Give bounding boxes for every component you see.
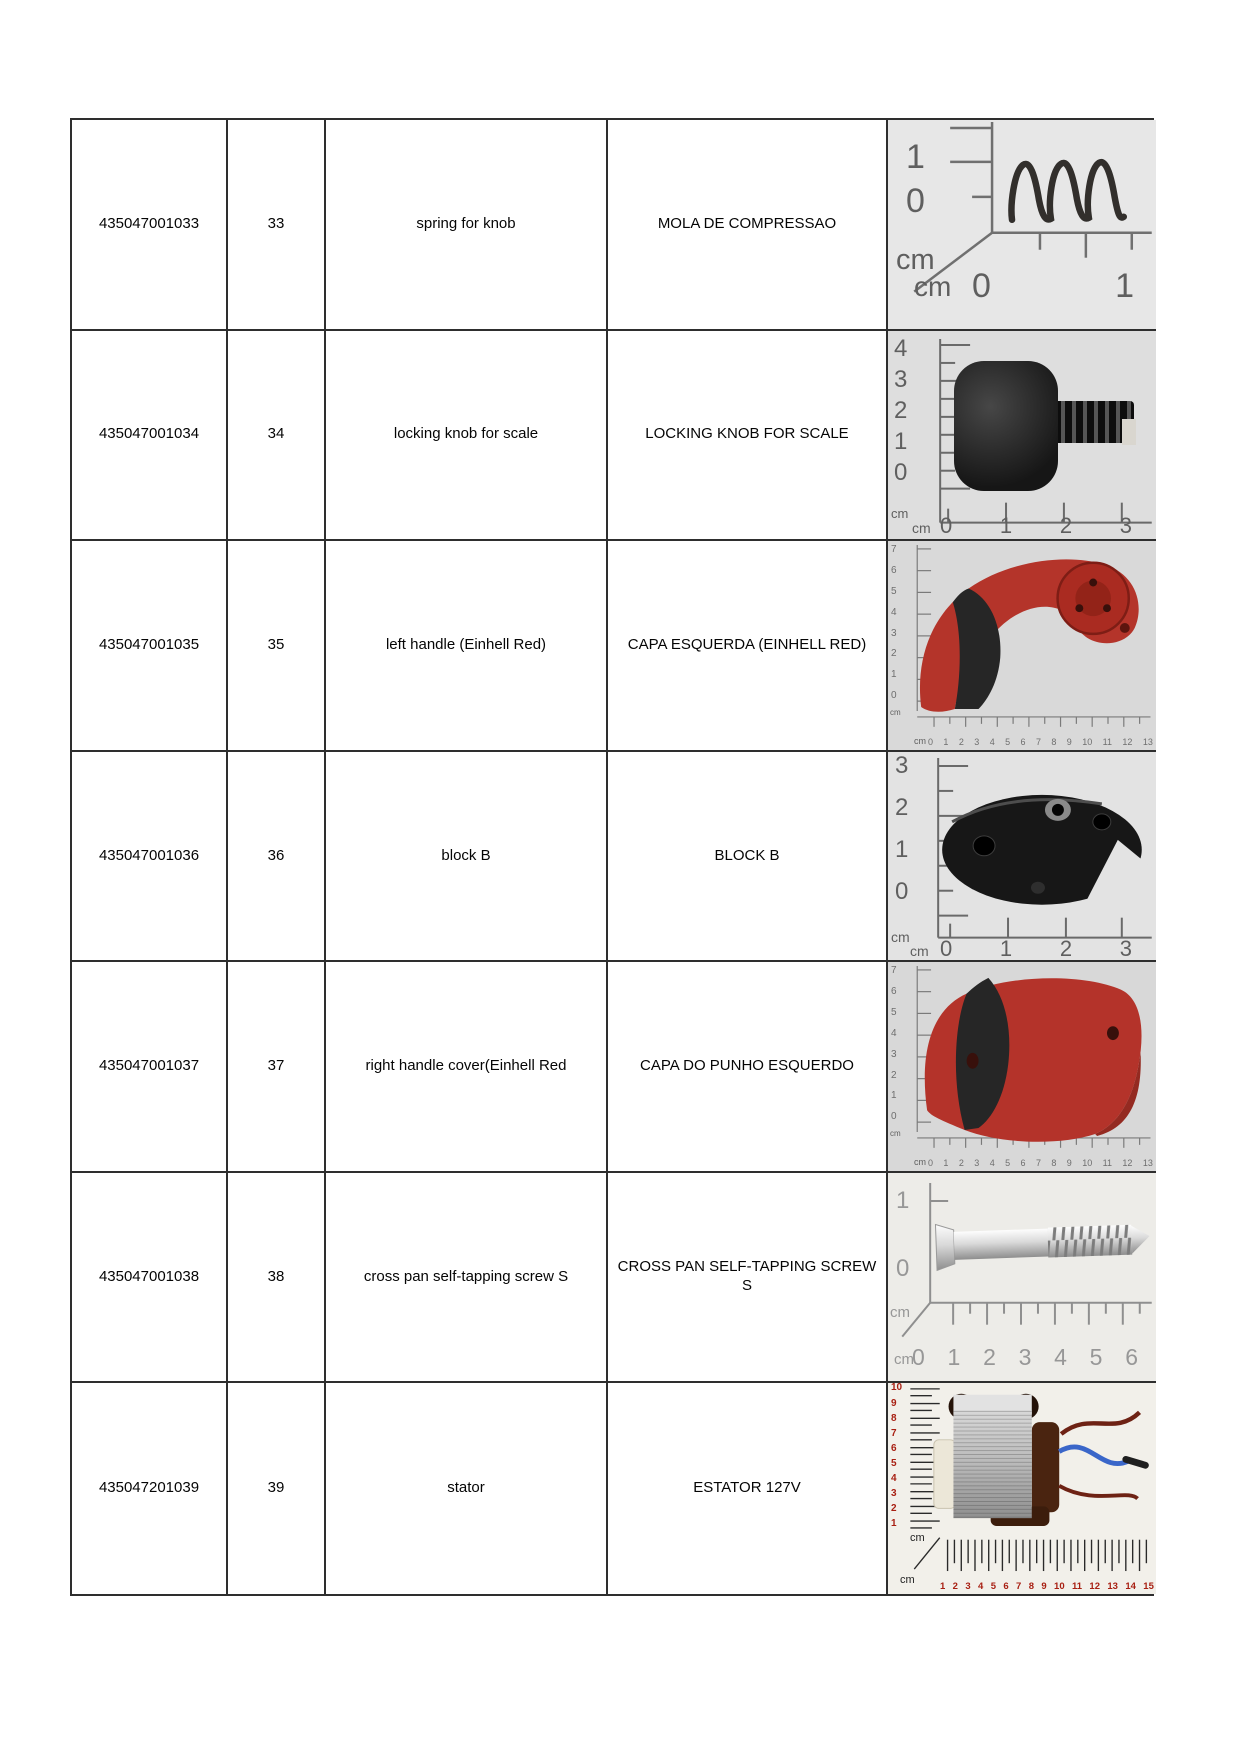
ruler-label: 6 (891, 986, 897, 998)
vertical-ruler-labels (894, 334, 908, 486)
screw-body (935, 1217, 1150, 1270)
ruler-label: 11 (1102, 736, 1112, 747)
ruler-unit-label: cm (914, 270, 952, 302)
description-en-cell: left handle (Einhell Red) (326, 541, 608, 752)
ruler-label: 1 (906, 138, 925, 176)
description-en-cell: right handle cover(Einhell Red (326, 962, 608, 1173)
cover-hole (967, 1053, 979, 1069)
item-number-cell: 34 (228, 331, 326, 542)
description-pt-cell: BLOCK B (608, 752, 888, 963)
part-number-cell: 435047001033 (72, 120, 228, 331)
ruler-label: 0 (895, 877, 909, 905)
stator-blue-wire (1059, 1447, 1128, 1464)
stator-brown-wire (1059, 1486, 1137, 1499)
description-pt-cell: CROSS PAN SELF-TAPPING SCREW S (608, 1173, 888, 1384)
ruler-label: 2 (891, 1069, 897, 1081)
photo-cell (888, 331, 1156, 542)
ruler-label: 4 (989, 1157, 995, 1168)
ruler-label: 3 (891, 1488, 897, 1500)
ruler-label: 3 (974, 736, 980, 747)
stator-laminations (953, 1411, 1031, 1519)
ruler-label: 6 (1020, 736, 1026, 747)
ruler-label: 1 (896, 1186, 910, 1214)
ruler-label: 2 (891, 648, 897, 660)
ruler-label: 2 (894, 396, 908, 424)
left-handle-photo (888, 541, 1156, 750)
item-number-cell: 37 (228, 962, 326, 1173)
ruler-label: 3 (974, 1157, 980, 1168)
ruler-label: 11 (1102, 1157, 1112, 1168)
part-number-cell: 435047201039 (72, 1383, 228, 1594)
ruler-label: 0 (906, 182, 925, 220)
screw-hole (1120, 623, 1130, 633)
ruler-label: 10 (1054, 1581, 1065, 1593)
stator-photo (888, 1383, 1156, 1594)
ruler-label: 0 (940, 936, 953, 962)
ruler-label: 0 (912, 1344, 925, 1371)
ruler-label: 2 (952, 1581, 958, 1593)
ruler-label: 9 (891, 1397, 897, 1409)
ruler-label: 5 (891, 1457, 897, 1469)
ruler-label: 4 (891, 606, 897, 618)
ruler-label: 7 (891, 1427, 897, 1439)
ruler-unit-label: cm (896, 244, 935, 276)
ruler-label: 2 (891, 1503, 897, 1515)
knob-thread-tip (1122, 419, 1136, 445)
part-number-cell: 435047001034 (72, 331, 228, 542)
ruler-label: 0 (928, 736, 934, 747)
ruler-label: 8 (1051, 1157, 1057, 1168)
stator-winding-right (1032, 1423, 1059, 1513)
boss-hole (1075, 604, 1083, 612)
description-pt-cell: CAPA ESQUERDA (EINHELL RED) (608, 541, 888, 752)
ruler-label: 7 (1016, 1581, 1022, 1593)
description-en-cell: spring for knob (326, 120, 608, 331)
ruler-label: 7 (1035, 1157, 1041, 1168)
ruler-label: 5 (1005, 1157, 1011, 1168)
boss-hole (1089, 579, 1097, 587)
ruler-label: 0 (896, 1254, 910, 1282)
ruler-label: 4 (978, 1581, 984, 1593)
parts-table (70, 118, 1154, 1596)
ruler-unit-label: cm (890, 1129, 901, 1139)
part-number-cell: 435047001037 (72, 962, 228, 1173)
vertical-ruler-labels (891, 545, 897, 701)
description-pt-cell: MOLA DE COMPRESSAO (608, 120, 888, 331)
photo-cell (888, 120, 1156, 331)
ruler-label: 5 (1005, 736, 1011, 747)
block-hole (973, 836, 995, 856)
ruler-label: 10 (1082, 1157, 1093, 1168)
horizontal-ruler-labels (940, 1582, 1154, 1592)
vertical-ruler-labels (891, 1383, 902, 1529)
ruler-label: 5 (891, 585, 897, 597)
ruler-label: 11 (1072, 1581, 1083, 1593)
ruler-label: 1 (894, 427, 908, 455)
ruler-label: 4 (894, 334, 908, 362)
ruler-label: 2 (958, 736, 964, 747)
locking-knob-photo (954, 361, 1058, 491)
ruler-label: 8 (1051, 736, 1057, 747)
block-hole (1031, 881, 1045, 893)
vertical-ruler-labels (906, 140, 925, 218)
spring-coil (1012, 162, 1124, 220)
photo-cell (888, 962, 1156, 1173)
ruler-label: 2 (983, 1344, 996, 1371)
description-en-cell: block B (326, 752, 608, 963)
cover-hole (1107, 1027, 1119, 1041)
ruler-label: 14 (1125, 1581, 1136, 1593)
ruler-label: 6 (1020, 1157, 1026, 1168)
item-number-cell: 36 (228, 752, 326, 963)
photo-cell (888, 1173, 1156, 1384)
ruler-label: 0 (940, 513, 953, 539)
ruler-label: 4 (891, 1473, 897, 1485)
ruler-label: 2 (1059, 513, 1073, 539)
ruler-unit-label: cm (910, 943, 929, 960)
ruler-label: 9 (1066, 1157, 1072, 1168)
horizontal-ruler-labels (928, 738, 1153, 747)
ruler-unit-label: cm (890, 708, 901, 718)
item-number-cell: 39 (228, 1383, 326, 1594)
horizontal-ruler-labels (972, 266, 1134, 305)
ruler-label: 0 (891, 1111, 897, 1123)
stator-brown-wire (1061, 1413, 1139, 1435)
part-number-cell: 435047001035 (72, 541, 228, 752)
ruler-label: 10 (1082, 736, 1093, 747)
ruler-unit-label: cm (912, 520, 931, 537)
item-number-cell: 35 (228, 541, 326, 752)
ruler-label: 8 (1028, 1581, 1034, 1593)
ruler-label: 15 (1143, 1581, 1154, 1593)
block-hole (1093, 814, 1111, 830)
ruler-label: 3 (1119, 936, 1132, 962)
horizontal-ruler-labels (928, 1159, 1153, 1168)
photo-cell (888, 541, 1156, 752)
ruler-label: 4 (1054, 1344, 1067, 1371)
ruler-label: 6 (891, 564, 897, 576)
stator-wire-black-tip (1126, 1460, 1146, 1466)
ruler-label: 7 (891, 544, 897, 556)
ruler-label: 6 (1125, 1344, 1138, 1371)
ruler-label: 0 (972, 266, 991, 305)
ruler-label: 8 (891, 1412, 897, 1424)
vertical-ruler-labels (896, 1186, 910, 1282)
ruler-label: 7 (891, 965, 897, 977)
ruler-unit-label: cm (914, 735, 926, 746)
ruler-label: 6 (1003, 1581, 1009, 1593)
ruler-unit-label: cm (890, 1303, 910, 1321)
ruler-label: 9 (1066, 736, 1072, 747)
ruler-label: 1 (891, 1518, 897, 1530)
ruler-label: 1 (947, 1344, 961, 1371)
ruler-label: 3 (965, 1581, 971, 1593)
block-hole (1052, 804, 1064, 816)
ruler-label: 1 (1115, 266, 1134, 305)
ruler-unit-label: cm (914, 1156, 926, 1167)
ruler-label: 1 (943, 1157, 949, 1168)
photo-cell (888, 1383, 1156, 1594)
horizontal-ruler-labels (912, 1346, 1138, 1369)
stator-end-insulator (934, 1440, 956, 1509)
ruler-label: 3 (891, 1048, 897, 1060)
description-en-cell: cross pan self-tapping screw S (326, 1173, 608, 1384)
ruler-label: 5 (990, 1581, 996, 1593)
right-handle-cover-photo (888, 962, 1156, 1171)
photo-cell (888, 752, 1156, 963)
ruler-label: 0 (928, 1157, 934, 1168)
horizontal-ruler-labels (940, 515, 1132, 537)
ruler-label: 3 (894, 365, 908, 393)
ruler-label: 7 (1035, 736, 1041, 747)
description-pt-cell: ESTATOR 127V (608, 1383, 888, 1594)
block-b-photo (888, 752, 1156, 961)
ruler-label: 3 (891, 627, 897, 639)
ruler-label: 12 (1122, 1157, 1133, 1168)
item-number-cell: 38 (228, 1173, 326, 1384)
ruler-label: 6 (891, 1442, 897, 1454)
ruler-label: 3 (1018, 1344, 1032, 1371)
ruler-unit-label: cm (894, 1351, 914, 1369)
ruler-label: 1 (891, 669, 897, 681)
ruler-label: 2 (1059, 936, 1073, 962)
ruler-unit-label: cm (891, 928, 910, 945)
ruler-label: 1 (943, 736, 949, 747)
ruler-label: 1 (999, 513, 1013, 539)
description-pt-cell: LOCKING KNOB FOR SCALE (608, 331, 888, 542)
ruler-unit-label: cm (910, 1532, 925, 1545)
part-number-cell: 435047001036 (72, 752, 228, 963)
ruler-label: 10 (891, 1383, 903, 1394)
description-en-cell: locking knob for scale (326, 331, 608, 542)
part-number-cell: 435047001038 (72, 1173, 228, 1384)
horizontal-ruler-labels (940, 938, 1132, 960)
ruler-label: 13 (1142, 1157, 1153, 1168)
ruler-label: 12 (1089, 1581, 1100, 1593)
description-en-cell: stator (326, 1383, 608, 1594)
ruler-label: 5 (1089, 1344, 1103, 1371)
ruler-label: 9 (1041, 1581, 1047, 1593)
ruler-label: 1 (940, 1581, 946, 1593)
ruler-label: 13 (1107, 1581, 1118, 1593)
ruler-unit-label: cm (891, 505, 909, 521)
ruler-unit-label: cm (900, 1573, 915, 1586)
ruler-label: 5 (891, 1006, 897, 1018)
ruler-label: 1 (895, 835, 909, 863)
ruler-label: 1 (891, 1090, 897, 1102)
ruler-label: 12 (1122, 736, 1133, 747)
item-number-cell: 33 (228, 120, 326, 331)
vertical-ruler-labels (895, 751, 909, 905)
ruler-label: 0 (894, 458, 908, 486)
vertical-ruler-labels (891, 966, 897, 1122)
ruler-label: 13 (1142, 736, 1153, 747)
ruler-label: 3 (895, 751, 909, 779)
ruler-label: 2 (895, 793, 909, 821)
ruler-label: 4 (891, 1027, 897, 1039)
ruler-label: 4 (989, 736, 995, 747)
ruler-label: 0 (891, 690, 897, 702)
description-pt-cell: CAPA DO PUNHO ESQUERDO (608, 962, 888, 1173)
ruler-label: 1 (999, 936, 1013, 962)
ruler-label: 3 (1119, 513, 1132, 539)
ruler-label: 2 (958, 1157, 964, 1168)
boss-hole (1103, 604, 1111, 612)
